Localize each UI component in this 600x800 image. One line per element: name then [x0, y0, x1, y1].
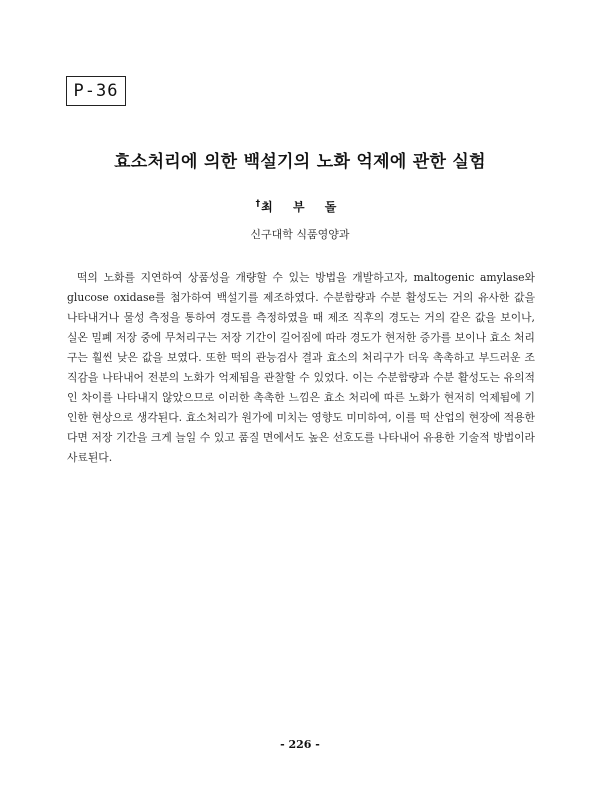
author-name: 최 부 돌	[261, 200, 345, 214]
paper-code-box	[66, 76, 126, 106]
abstract-text: 떡의 노화를 지연하여 상품성을 개량할 수 있는 방법을 개발하고자, maltogenic amylase와 glucose oxidase를 첨가하여 백설기를 제조하였다. 수분함량과 수분 활성도는 거의 유사한 값을 나타내거나 물성 측정을 통하여 경도를 측정하였을 때 제조 직후의 경도는 거의 같은 값을 보이나, 실온 밀폐 저장 중에 무처리구는 저장 기간이 길어짐에 따라 경도가 현저한 증가를 보이나 효소 처리구는 훨씬 낮은 값을 보였다. 또한 떡의 관능검사 결과 효소의 처리구가 더욱 촉촉하고 부드러운 조직감을 나타내어 전분의 노화가 억제됨을 관찰할 수 있었다. 이는 수분함량과 수분 활성도는 유의적인 차이를 나타내지 않았으므로 이러한 촉촉한 느낌은 효소 처리에 따른 노화가 현저히 억제됨에 기인한 현상으로 생각된다. 효소처리가 원가에 미치는 영향도 미미하여, 이를 떡 산업의 현장에 적용한다면 저장 기간을 크게 늘일 수 있고 품질 면에서도 높은 선호도를 나타내어 유용한 기술적 방법이라 사료된다.	[67, 271, 535, 464]
page-number: - 226 -	[280, 738, 320, 751]
author-affiliation: 신구대학 식품영양과	[250, 228, 350, 241]
paper-title: 효소처리에 의한 백설기의 노화 억제에 관한 실험	[114, 152, 486, 172]
author-line	[0, 198, 600, 215]
paper-code: P-36	[73, 81, 119, 101]
corresponding-author-mark: †	[255, 199, 261, 209]
